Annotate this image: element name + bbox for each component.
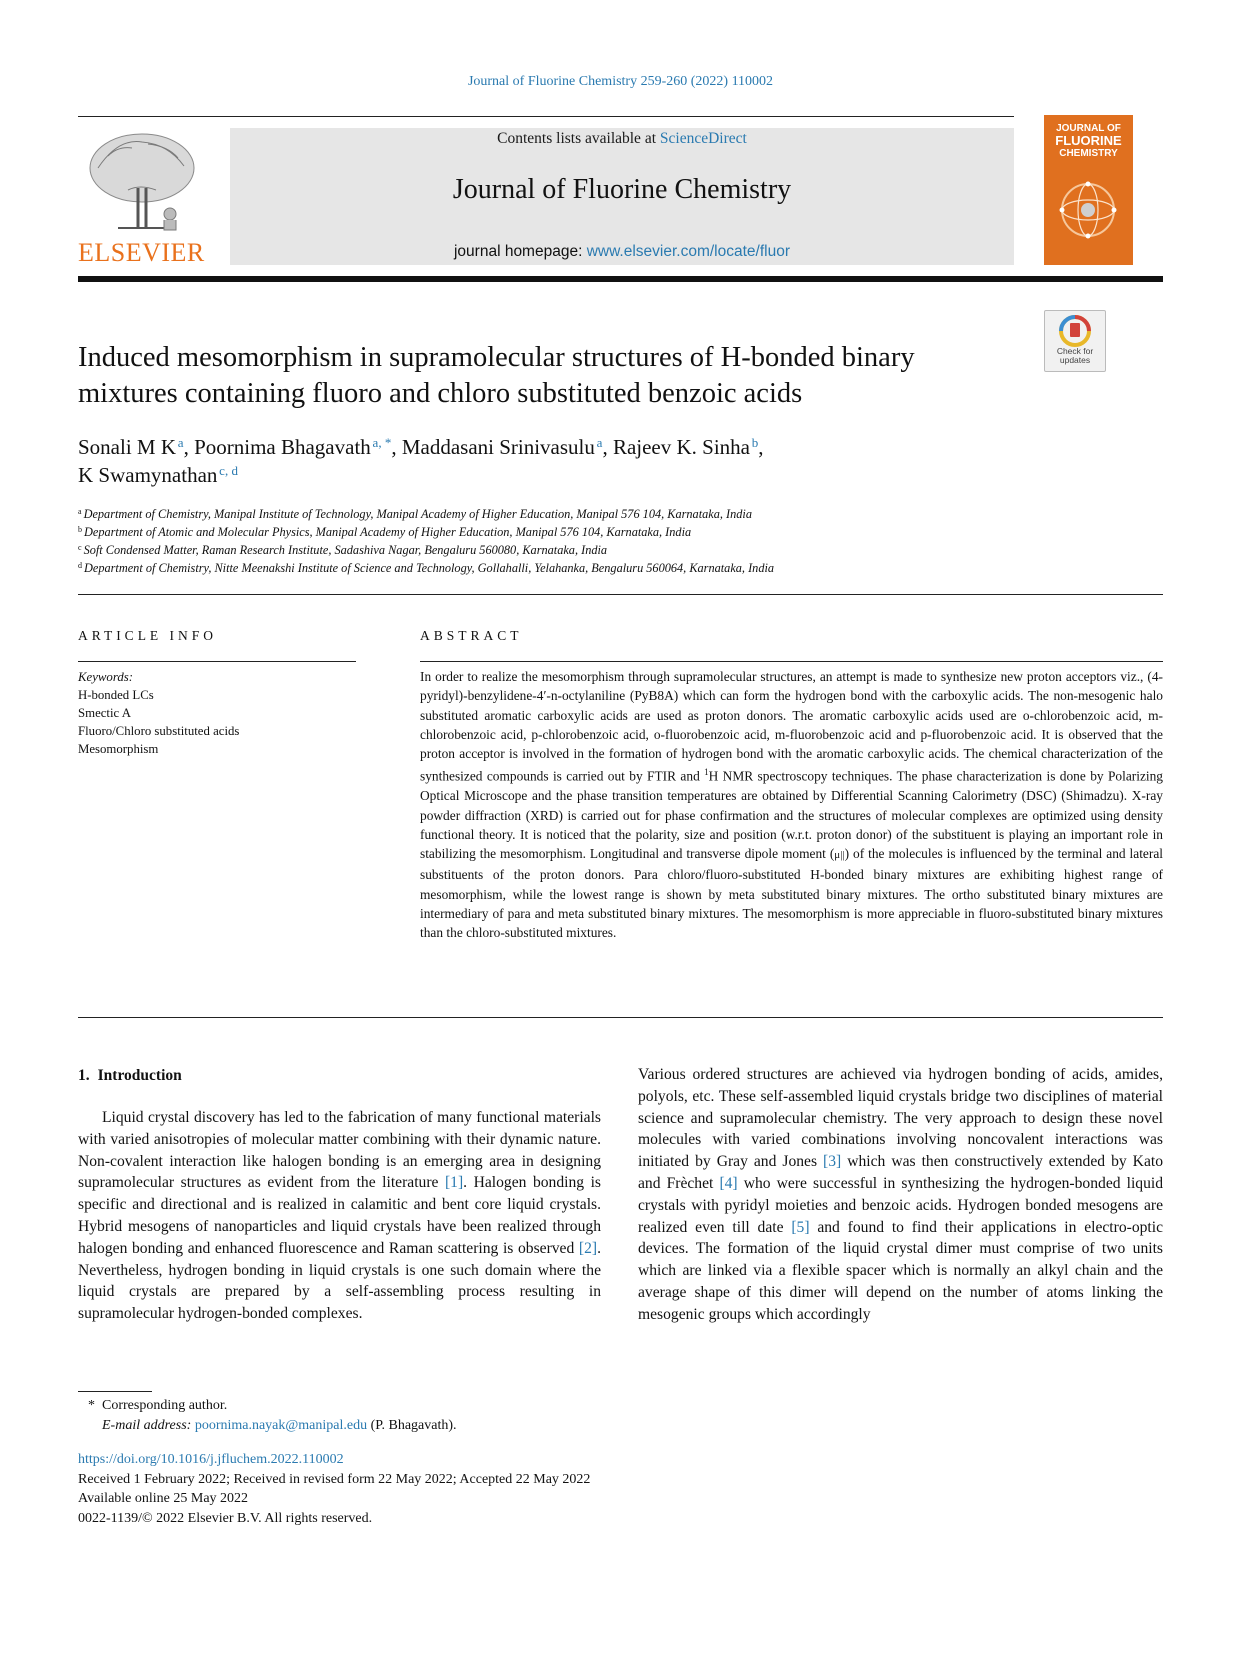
author-name: Sonali M K [78,435,177,459]
keywords-label: Keywords: [78,670,133,684]
keywords-block [78,668,356,758]
check-updates-line-2: updates [1059,355,1091,365]
body-text: Various ordered structures are achieved via hydrogen bonding of acids, amides, polyols, etc. These self-assembled liquid crystals bridge two disciplines of material science and supramolecular chemistry. The very approach to design these novel molecules with varied combinations involving noncovalent interactions was initiated by Gray and Jones [638,1066,1163,1171]
abstract-part: In order to realize the mesomorphism through supramolecular structures, an attempt is made to synthesize new proton acceptors viz., (4-pyridyl)-benzylidene-4′-n-octylaniline (PyB8A) which can form the hydrogen bond with the carboxylic acids. The non-mesogenic halo substituted aromatic carboxylic acids are used as proton donors. The aromatic carboxylic acids used are o-chlorobenzoic acid, m-chlorobenzoic acid, p-chlorobenzoic acid, o-fluorobenzoic acid, m-fluorobenzoic acid and p-fluorobenzoic acid. It is observed that the proton acceptor is involved in the formation of hydrogen bond with the aromatic carboxylic acids. The chemical characterization of the synthesized compounds is carried out by FTIR and [420,669,1163,784]
author-affiliation-mark[interactable]: b [751,435,759,450]
affiliation [78,505,1158,523]
article-info-rule [78,661,356,662]
top-rule [78,116,1014,117]
keyword: Fluoro/Chloro substituted acids [78,724,240,738]
author-affiliation-mark[interactable]: c, d [219,463,238,478]
author-name: K Swamynathan [78,463,218,487]
cover-line-2: FLUORINE [1055,133,1122,148]
author-separator: , [758,435,764,459]
doi-link[interactable]: https://doi.org/10.1016/j.jfluchem.2022.110002 [78,1452,344,1467]
affiliation-text: Department of Chemistry, Nitte Meenakshi Institute of Science and Technology, Gollahalli, Yelahanka, Bengaluru 560064, Karnataka, India [84,561,775,575]
journal-title: Journal of Fluorine Chemistry [452,174,792,205]
citation-link[interactable]: [2] [578,1239,598,1257]
keyword: H-bonded LCs [78,688,154,702]
citation-link[interactable]: [3] [823,1153,842,1171]
body-text: which was then constructively extended by Kato and Frèchet [638,1153,1163,1192]
body-text: Liquid crystal discovery has led to the fabrication of many functional materials with varied anisotropies of molecular matter combining with their dynamic nature. Non-covalent interaction like halogen bonding is an emerging area in designing supramolecular structures as evident from the literature [78,1109,601,1192]
affiliation-text: Soft Condensed Matter, Raman Research Institute, Sadashiva Nagar, Bengaluru 560080, Karnataka, India [83,543,608,557]
footnote-rule [78,1391,152,1392]
elsevier-tree-icon [78,128,204,236]
affiliation-mark: c [78,543,82,552]
available-online: Available online 25 May 2022 [78,1491,249,1506]
homepage-line [230,243,1014,261]
abstract-part: H NMR spectroscopy techniques. The phase characterization is done by Polarizing Optical Microscope and the phase transition temperatures are obtained by Differential Scanning Calorimetry (DSC) (Shimadzu). X-ray powder diffraction (XRD) is carried out for phase confirmation and the structures of molecular complexes are optimized using density functional theory. It is noticed that the polarity, size and position (w.r.t. proton donor) of the substituent is playing an important role in stabilizing the mesomorphism. Longitudinal and transverse dipole moment ( [420,768,1163,862]
author-list [78,433,1018,489]
affiliation-text: Department of Chemistry, Manipal Institute of Technology, Manipal Academy of Higher Education, Manipal 576 104, Karnataka, India [83,507,752,521]
introduction-left-column [78,1107,601,1325]
check-updates-icon [1045,313,1105,349]
email-link[interactable]: poornima.nayak@manipal.edu [194,1418,368,1433]
corresponding-author-note [88,1396,788,1416]
section-title: Introduction [97,1067,182,1084]
keyword: Smectic A [78,706,131,720]
author[interactable] [613,435,758,459]
check-updates-line-1: Check for [1056,346,1094,356]
author-affiliation-mark[interactable]: a, * [372,435,392,450]
author-name: Rajeev K. Sinha [612,435,750,459]
copyright: 0022-1139/© 2022 Elsevier B.V. All rights reserved. [78,1510,373,1526]
author[interactable] [402,435,603,459]
homepage-link[interactable]: www.elsevier.com/locate/fluor [586,243,791,260]
section-rule [78,594,1163,595]
email-row [88,1416,788,1436]
abstract-rule [420,661,1163,662]
citation-link[interactable]: [1] [444,1174,464,1192]
homepage-prefix: journal homepage: [453,243,587,260]
author-separator: , [183,435,195,459]
abstract-text [420,667,1163,943]
check-updates-label [1045,347,1105,365]
citation-link[interactable]: [5] [791,1218,810,1236]
abstract-heading: ABSTRACT [420,628,523,643]
contents-prefix: Contents lists available at [497,130,660,147]
elsevier-logo [78,128,204,268]
introduction-right-column [638,1064,1163,1326]
body-text: and found to find their applications in electro-optic devices. The formation of the liquid crystal dimer must comprise of two units which are linked via a flexible spacer which is normally an alkyl chain and the average shape of this dimer will depend on the number of atoms linking the mesogenic groups which accordingly [638,1218,1163,1323]
footnote [88,1396,788,1436]
body-text: who were successful in synthesizing the hydrogen-bonded liquid crystals with pyridyl moieties and benzoic acids. Hydrogen bonded mesogens are realized even till date [638,1174,1164,1236]
footnote-star: * [88,1398,95,1413]
publication-info [78,1450,978,1528]
author-separator: , [391,435,402,459]
author-affiliation-mark[interactable]: a [177,435,184,450]
abstract-part: ) of the molecules is influenced by the terminal and lateral substituents of the proton donors. Para chloro/fluoro-substituted H-bonded binary mixtures are exhibiting highest range of mesomorphism, while the lowest range is shown by meta substituted binary mixtures. The ortho substituted binary mixtures are intermediary of para and meta substituted binary mixtures. The mesomorphism is more appreciable in fluoro-substituted binary mixtures than the chloro-substituted mixtures. [420,846,1163,941]
affiliation-list [78,505,1158,577]
journal-cover-image [1044,115,1133,265]
author-name: Poornima Bhagavath [194,435,371,459]
email-suffix: (P. Bhagavath). [370,1418,457,1433]
atom-icon [1044,115,1133,265]
affiliation [78,559,1158,577]
contents-line [230,130,1014,148]
author-affiliation-mark[interactable]: a [596,435,603,450]
section-number: 1. [78,1067,90,1084]
article-title: Induced mesomorphism in supramolecular structures of H-bonded binary mixtures containing fluoro and chloro substituted benzoic acids [78,342,915,409]
author[interactable] [78,463,238,487]
affiliation [78,541,1158,559]
journal-reference-link[interactable]: Journal of Fluorine Chemistry 259-260 (2022) 110002 [467,74,774,89]
body-text: . Nevertheless, hydrogen bonding in liquid crystals is one such domain where the liquid crystals are prepared by a self-assembling process resulting in supramolecular hydrogen-bonded complexes. [78,1239,601,1323]
affiliation-text: Department of Atomic and Molecular Physics, Manipal Academy of Higher Education, Manipal 576 104, Karnataka, India [84,525,692,539]
header-thick-rule [78,276,1163,282]
affiliation-mark: b [78,525,82,534]
affiliation-mark: d [78,561,82,570]
affiliation [78,523,1158,541]
sciencedirect-link[interactable]: ScienceDirect [659,130,747,147]
check-for-updates-button[interactable] [1044,310,1106,372]
cover-line-1: JOURNAL OF [1056,123,1121,134]
corresponding-label: Corresponding author. [102,1398,228,1413]
article-info-heading: ARTICLE INFO [78,628,218,643]
cover-line-3: CHEMISTRY [1059,148,1118,159]
body-text: . Halogen bonding is specific and directional and is realized in calamitic and bent core liquid crystals. Hybrid mesogens of nanoparticles and liquid crystals have been realized through halogen bonding and enhanced fluorescence and Raman scattering is observed [78,1174,602,1257]
journal-header-box [230,128,1014,265]
email-label: E-mail address: [102,1418,192,1433]
introduction-heading [78,1067,182,1085]
author[interactable] [194,435,391,459]
elsevier-wordmark: ELSEVIER [78,238,205,267]
abstract-bottom-rule [78,1017,1163,1018]
keyword: Mesomorphism [78,742,159,756]
author-name: Maddasani Srinivasulu [401,435,595,459]
citation-link[interactable]: [4] [719,1174,738,1192]
dipole-symbol: μ|| [834,849,845,862]
author[interactable] [78,435,184,459]
author-separator: , [602,435,613,459]
received-dates: Received 1 February 2022; Received in revised form 22 May 2022; Accepted 22 May 2022 [78,1471,591,1487]
isotope-superscript: 1 [704,767,709,778]
affiliation-mark: a [78,507,82,516]
